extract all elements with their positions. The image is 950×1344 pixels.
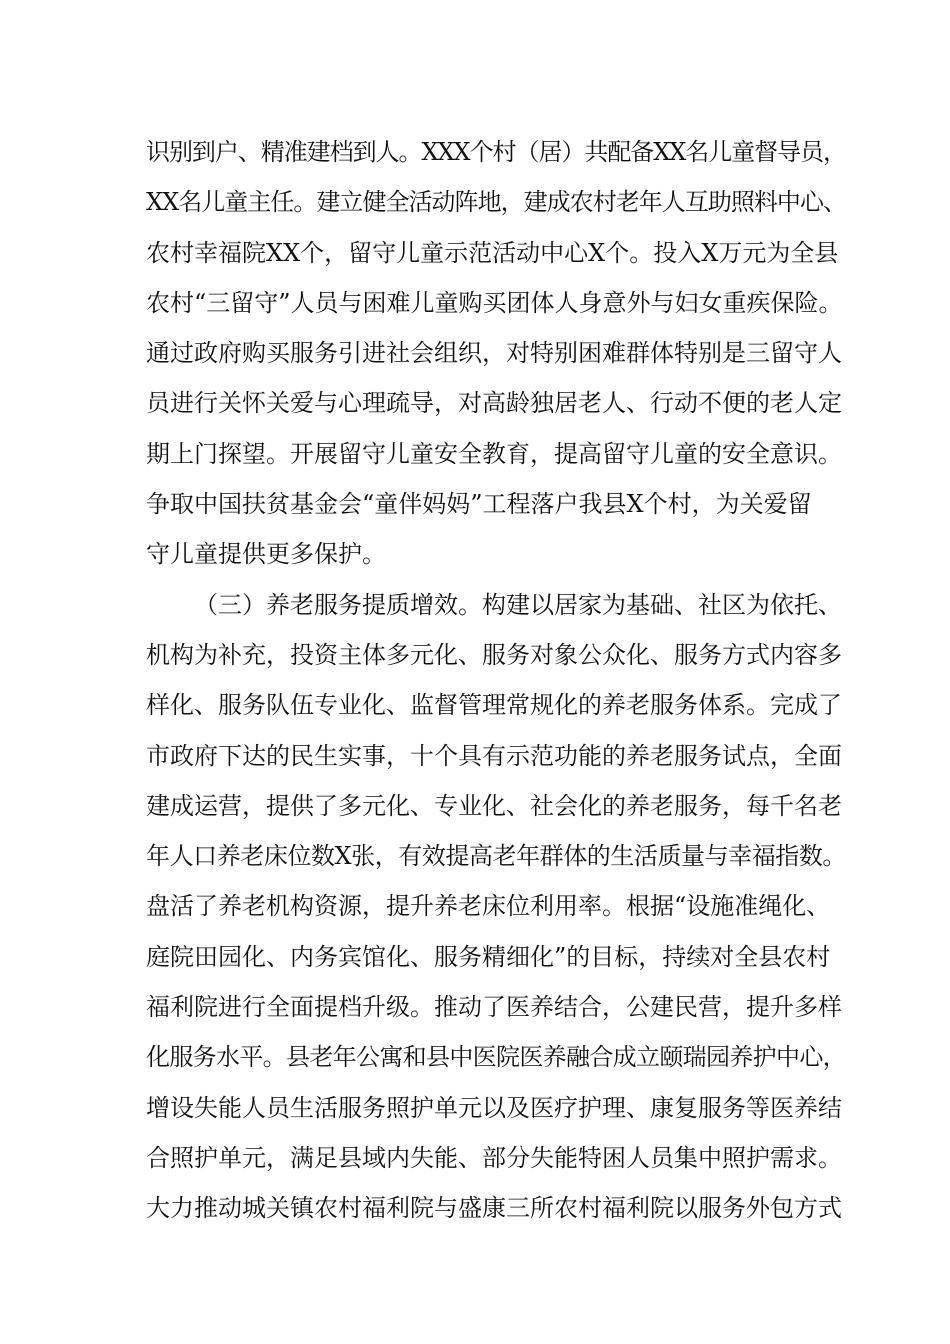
text-line: 期上门探望。开展留守儿童安全教育，提高留守儿童的安全意识。 (146, 439, 842, 468)
text-line: 样化、服务队伍专业化、监督管理常规化的养老服务体系。完成了 (146, 691, 842, 720)
text-line: 员进行关怀关爱与心理疏导，对高龄独居老人、行动不便的老人定 (146, 389, 842, 418)
text-line: 通过政府购买服务引进社会组织，对特别困难群体特别是三留守人 (146, 339, 842, 368)
text-line: 机构为补充，投资主体多元化、服务对象公众化、服务方式内容多 (146, 640, 842, 669)
text-line: XX名儿童主任。建立健全活动阵地，建成农村老年人互助照料中心、 (146, 188, 846, 217)
text-line: 福利院进行全面提档升级。推动了医养结合，公建民营，提升多样 (146, 993, 842, 1022)
text-line: 合照护单元，满足县域内失能、部分失能特困人员集中照护需求。 (146, 1143, 842, 1172)
text-line: 增设失能人员生活服务照护单元以及医疗护理、康复服务等医养结 (146, 1093, 842, 1122)
body-text (146, 133, 846, 1240)
text-line: 农村幸福院XX个，留守儿童示范活动中心X个。投入X万元为全县 (146, 238, 839, 267)
text-line: 农村“三留守”人员与困难儿童购买团体人身意外与妇女重疾保险。 (146, 288, 843, 317)
text-line: 争取中国扶贫基金会“童伴妈妈”工程落户我县X个村，为关爱留 (146, 490, 812, 519)
text-line: 守儿童提供更多保护。 (146, 540, 386, 569)
text-line: 化服务水平。县老年公寓和县中医院医养融合成立颐瑞园养护中心， (146, 1043, 846, 1072)
section-heading-line: （三）养老服务提质增效。构建以居家为基础、社区为依托、 (194, 590, 842, 619)
text-line: 市政府下达的民生实事，十个具有示范功能的养老服务试点，全面 (146, 741, 842, 770)
text-line: 大力推动城关镇农村福利院与盛康三所农村福利院以服务外包方式 (146, 1194, 842, 1223)
text-line: 庭院田园化、内务宾馆化、服务精细化”的目标，持续对全县农村 (146, 942, 831, 971)
text-line: 盘活了养老机构资源，提升养老床位利用率。根据“设施准绳化、 (146, 892, 831, 921)
text-line: 年人口养老床位数X张，有效提高老年群体的生活质量与幸福指数。 (146, 842, 846, 871)
text-line: 建成运营，提供了多元化、专业化、社会化的养老服务，每千名老 (146, 791, 842, 820)
text-line: 识别到户、精准建档到人。XXX个村（居）共配备XX名儿童督导员， (146, 138, 846, 166)
